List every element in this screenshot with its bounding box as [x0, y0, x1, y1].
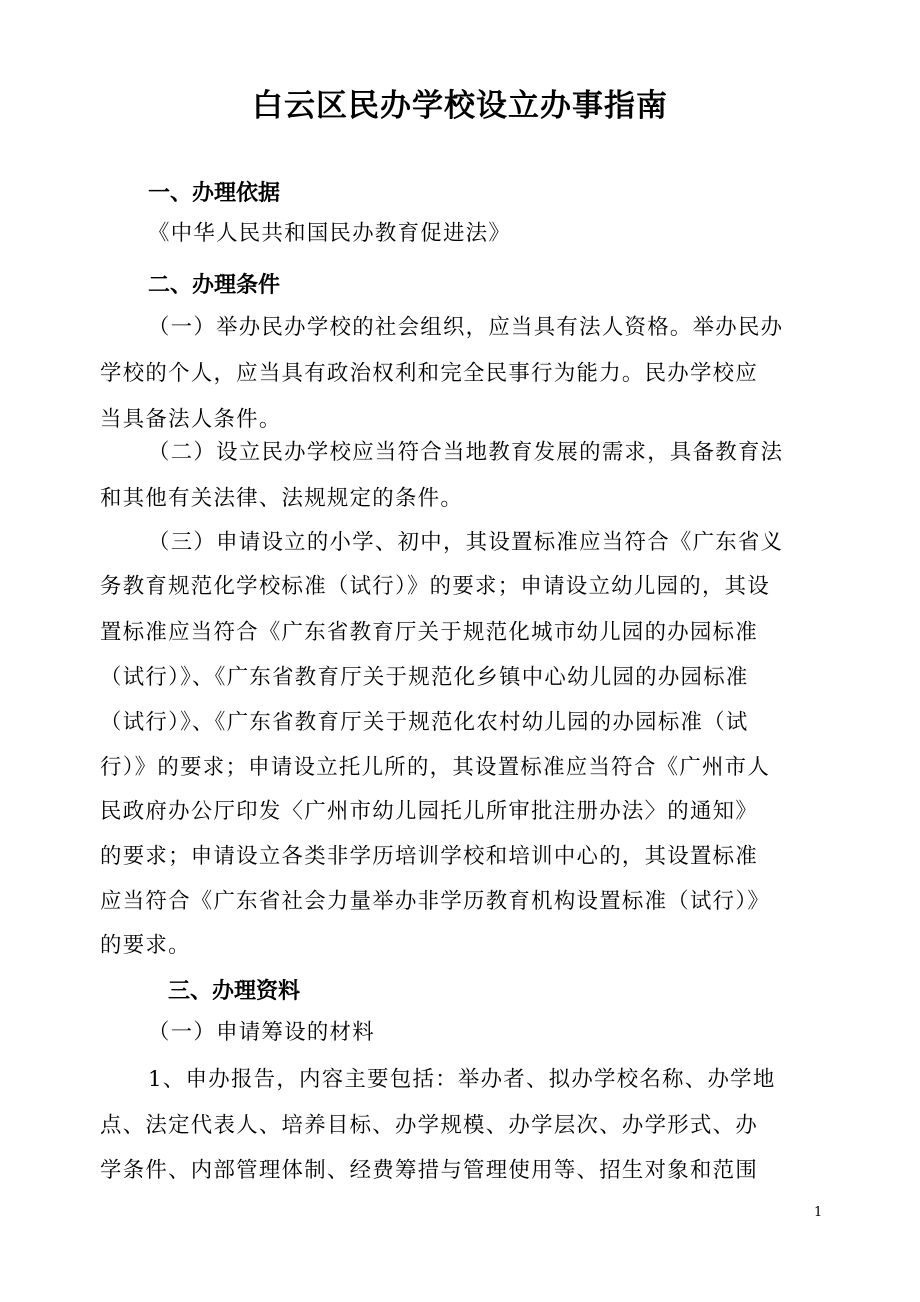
paragraph-line: （一）举办民办学校的社会组织，应当具有法人资格。举办民办: [148, 315, 784, 340]
page-number: 1: [814, 1205, 823, 1220]
paragraph-line: 的要求；申请设立各类非学历培训学校和培训中心的，其设置标准: [100, 844, 759, 869]
paragraph-line: 点、法定代表人、培养目标、办学规模、办学层次、办学形式、办: [100, 1113, 759, 1138]
paragraph-line: 学条件、内部管理体制、经费筹措与管理使用等、招生对象和范围: [100, 1158, 759, 1183]
law-reference: 《中华人民共和国民办教育促进法》: [148, 221, 512, 246]
paragraph-line: 当具备法人条件。: [100, 407, 282, 432]
section-heading-basis: 一、办理依据: [148, 181, 281, 206]
paragraph-line: 1、申办报告，内容主要包括：举办者、拟办学校名称、办学地: [148, 1067, 776, 1092]
paragraph-line: 的要求。: [100, 933, 191, 958]
paragraph-line: 和其他有关法律、法规规定的条件。: [100, 486, 464, 511]
paragraph-line: 应当符合《广东省社会力量举办非学历教育机构设置标准（试行）》: [100, 889, 771, 914]
paragraph-line: 置标准应当符合《广东省教育厅关于规范化城市幼儿园的办园标准: [100, 620, 759, 645]
paragraph-line: （二）设立民办学校应当符合当地教育发展的需求，具备教育法: [148, 440, 784, 465]
section-heading-materials: 三、办理资料: [168, 979, 301, 1004]
paragraph-line: （试行）》、《广东省教育厅关于规范化乡镇中心幼儿园的办园标准: [100, 665, 749, 690]
paragraph-line: （试行）》、《广东省教育厅关于规范化农村幼儿园的办园标准（试: [100, 710, 749, 735]
subsection-heading: （一）申请筹设的材料: [148, 1020, 375, 1045]
paragraph-line: 学校的个人，应当具有政治权利和完全民事行为能力。民办学校应: [100, 361, 759, 386]
paragraph-line: 行）》的要求；申请设立托儿所的，其设置标准应当符合《广州市人: [100, 755, 771, 780]
paragraph-line: 民政府办公厅印发〈广州市幼儿园托儿所审批注册办法〉的通知》: [100, 799, 759, 824]
paragraph-line: （三）申请设立的小学、初中，其设置标准应当符合《广东省义: [148, 530, 784, 555]
section-heading-conditions: 二、办理条件: [148, 273, 281, 298]
paragraph-line: 务教育规范化学校标准（试行）》的要求；申请设立幼儿园的，其设: [100, 574, 771, 599]
document-title: 白云区民办学校设立办事指南: [252, 88, 668, 124]
